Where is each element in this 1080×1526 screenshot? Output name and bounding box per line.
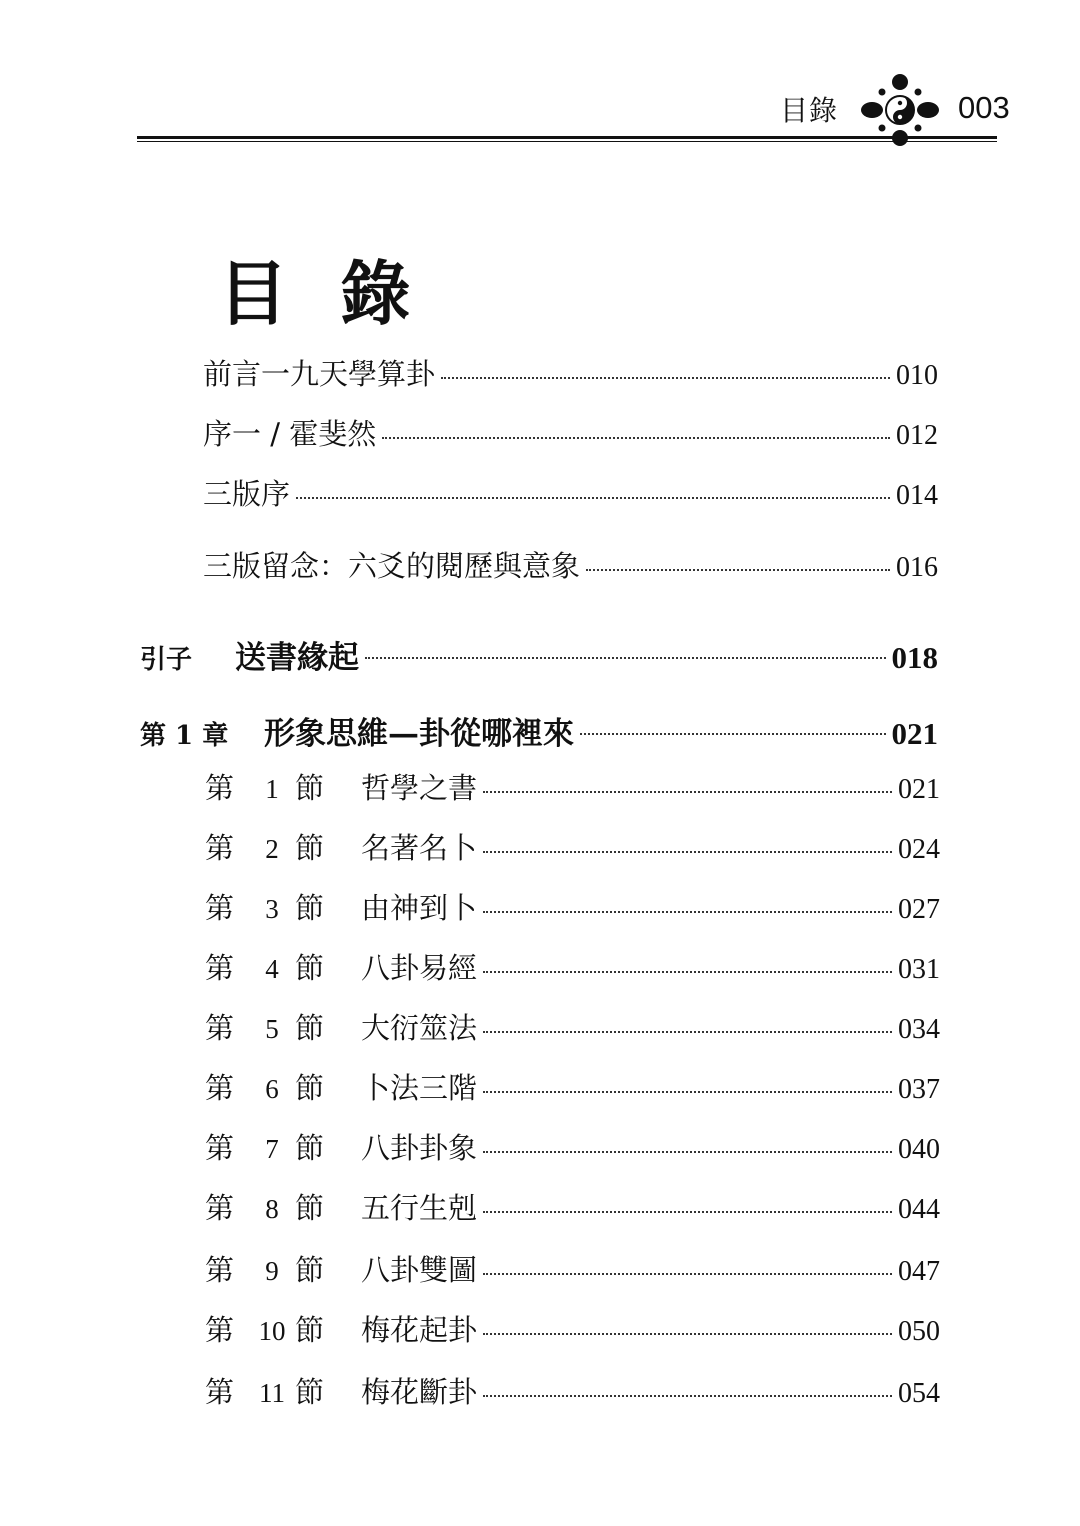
section-suffix: 節 xyxy=(295,1011,325,1045)
entry-title: 三版留念：六爻的閱歷與意象 xyxy=(203,549,581,583)
toc-section-entry[interactable] xyxy=(205,1186,940,1230)
section-page: 031 xyxy=(898,954,940,985)
dot-leader xyxy=(483,1273,892,1275)
toc-chapter-entry[interactable] xyxy=(140,708,938,752)
section-suffix: 節 xyxy=(295,891,325,925)
header-page-number: 003 xyxy=(958,90,1010,125)
section-suffix: 節 xyxy=(295,1375,325,1409)
yin-yang-ornament-icon xyxy=(858,68,942,152)
toc-entry[interactable] xyxy=(203,472,938,516)
toc-entry[interactable] xyxy=(203,412,938,456)
section-prefix: 第 xyxy=(205,1071,235,1105)
entry-title: 三版序 xyxy=(203,477,291,511)
section-page: 027 xyxy=(898,894,940,925)
section-number: 3 xyxy=(265,894,279,924)
section-number: 10 xyxy=(258,1316,286,1346)
section-suffix: 節 xyxy=(295,771,325,805)
section-number: 11 xyxy=(259,1378,285,1408)
section-page: 050 xyxy=(898,1316,940,1347)
dot-leader xyxy=(382,437,890,439)
section-suffix: 節 xyxy=(295,951,325,985)
toc-section-entry[interactable] xyxy=(205,766,940,810)
section-prefix: 第 xyxy=(205,1375,235,1409)
section-title: 由神到卜 xyxy=(361,891,478,925)
section-suffix: 節 xyxy=(295,1191,325,1225)
toc-section-entry[interactable] xyxy=(205,886,940,930)
toc-section-entry[interactable] xyxy=(205,1370,940,1414)
section-title: 大衍筮法 xyxy=(361,1011,478,1045)
dot-leader xyxy=(483,1031,892,1033)
section-title: 哲學之書 xyxy=(361,771,478,805)
section-prefix: 第 xyxy=(205,891,235,925)
section-prefix: 第 xyxy=(205,1253,235,1287)
dot-leader xyxy=(483,1333,892,1335)
header-rule-thin xyxy=(137,141,997,142)
chapter-page: 021 xyxy=(891,716,938,751)
toc-section-entry[interactable] xyxy=(205,1006,940,1050)
section-prefix: 第 xyxy=(205,771,235,805)
dot-leader xyxy=(483,851,892,853)
dot-leader xyxy=(483,1091,892,1093)
section-page: 037 xyxy=(898,1074,940,1105)
section-prefix: 第 xyxy=(205,1191,235,1225)
running-header xyxy=(780,84,1010,134)
section-suffix: 節 xyxy=(295,1131,325,1165)
section-suffix: 節 xyxy=(295,831,325,865)
section-prefix: 第 xyxy=(205,951,235,985)
section-prefix: 第 xyxy=(205,1011,235,1045)
dot-leader xyxy=(483,911,892,913)
section-title: 卜法三階 xyxy=(361,1071,478,1105)
section-number: 1 xyxy=(265,774,279,804)
section-prefix: 第 xyxy=(205,1131,235,1165)
header-rule xyxy=(137,136,997,139)
entry-page: 010 xyxy=(896,360,938,391)
dot-leader xyxy=(483,1395,892,1397)
dot-leader xyxy=(483,971,892,973)
section-page: 044 xyxy=(898,1194,940,1225)
dot-leader xyxy=(296,497,890,499)
section-title: 八卦易經 xyxy=(361,951,478,985)
toc-section-entry[interactable] xyxy=(205,1126,940,1170)
intro-page: 018 xyxy=(891,640,938,675)
dot-leader xyxy=(483,1211,892,1213)
section-title: 名著名卜 xyxy=(361,831,478,865)
entry-page: 012 xyxy=(896,420,938,451)
page-title: 目 錄 xyxy=(218,252,425,335)
section-suffix: 節 xyxy=(295,1071,325,1105)
dot-leader xyxy=(365,657,886,659)
chapter-title: 形象思維—卦從哪裡來 xyxy=(264,716,574,752)
toc-entry[interactable] xyxy=(203,544,938,588)
section-prefix: 第 xyxy=(205,831,235,865)
section-title: 梅花起卦 xyxy=(361,1313,478,1347)
section-title: 八卦卦象 xyxy=(361,1131,478,1165)
dot-leader xyxy=(441,377,890,379)
section-prefix: 第 xyxy=(205,1313,235,1347)
section-title: 五行生剋 xyxy=(361,1191,478,1225)
section-suffix: 節 xyxy=(295,1313,325,1347)
section-page: 021 xyxy=(898,774,940,805)
header-title: 目錄 xyxy=(780,94,839,127)
section-number: 4 xyxy=(265,954,279,984)
entry-page: 016 xyxy=(896,552,938,583)
dot-leader xyxy=(483,791,892,793)
section-page: 034 xyxy=(898,1014,940,1045)
section-title: 梅花斷卦 xyxy=(361,1375,478,1409)
section-number: 9 xyxy=(265,1256,279,1286)
section-number: 6 xyxy=(265,1074,279,1104)
entry-title: 序一 / 霍斐然 xyxy=(203,417,377,451)
toc-entry[interactable] xyxy=(203,352,938,396)
section-page: 047 xyxy=(898,1256,940,1287)
dot-leader xyxy=(580,733,886,735)
toc-section-entry[interactable] xyxy=(205,1248,940,1292)
entry-page: 014 xyxy=(896,480,938,511)
toc-intro-entry[interactable] xyxy=(140,632,938,676)
dot-leader xyxy=(586,569,890,571)
section-number: 2 xyxy=(265,834,279,864)
toc-section-entry[interactable] xyxy=(205,1308,940,1352)
intro-title: 送書緣起 xyxy=(235,640,359,676)
section-page: 054 xyxy=(898,1378,940,1409)
intro-tag: 引子 xyxy=(140,645,193,675)
entry-title: 前言一九天學算卦 xyxy=(203,357,436,391)
section-number: 5 xyxy=(265,1014,279,1044)
section-page: 040 xyxy=(898,1134,940,1165)
toc-section-entry[interactable] xyxy=(205,1066,940,1110)
toc-section-entry[interactable] xyxy=(205,826,940,870)
section-suffix: 節 xyxy=(295,1253,325,1287)
dot-leader xyxy=(483,1151,892,1153)
section-title: 八卦雙圖 xyxy=(361,1253,478,1287)
chapter-tag: 第 1 章 xyxy=(140,721,229,751)
section-page: 024 xyxy=(898,834,940,865)
toc-section-entry[interactable] xyxy=(205,946,940,990)
section-number: 7 xyxy=(265,1134,279,1164)
section-number: 8 xyxy=(265,1194,279,1224)
